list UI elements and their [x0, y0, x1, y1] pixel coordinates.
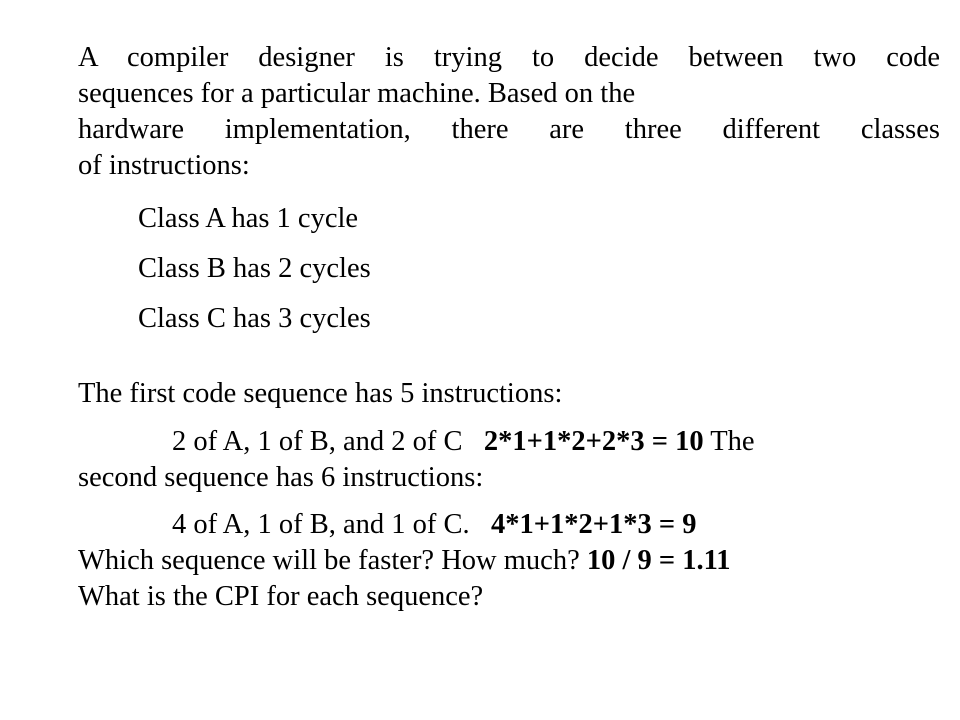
- cpi-question: What is the CPI for each sequence?: [78, 581, 484, 612]
- intro-line-3: hardware implementation, there are three different classes: [78, 114, 940, 145]
- first-sequence-counts: 2 of A, 1 of B, and 2 of C: [172, 426, 463, 457]
- class-b-item: Class B has 2 cycles: [138, 253, 371, 284]
- intro-paragraph: [78, 40, 940, 184]
- first-sequence-intro: The first code sequence has 5 instructions:: [78, 378, 563, 409]
- second-sequence-calc: 4*1+1*2+1*3 = 9: [491, 509, 697, 540]
- first-sequence-detail: [78, 424, 940, 460]
- faster-question-text: Which sequence will be faster? How much?: [78, 545, 580, 576]
- intro-line-4: of instructions:: [78, 150, 250, 181]
- slide-content: [78, 40, 940, 615]
- second-sequence-intro: second sequence has 6 instructions:: [78, 462, 484, 493]
- second-sequence-detail: [78, 507, 940, 543]
- first-sequence-calc: 2*1+1*2+2*3 = 10: [483, 426, 704, 457]
- class-a-item: Class A has 1 cycle: [138, 203, 359, 234]
- faster-question: [78, 543, 940, 579]
- second-sequence-counts: 4 of A, 1 of B, and 1 of C.: [172, 509, 470, 540]
- intro-line-1: A compiler designer is trying to decide between two code: [78, 42, 940, 73]
- class-c-item: Class C has 3 cycles: [138, 303, 371, 334]
- intro-line-2: sequences for a particular machine. Based on the: [78, 78, 636, 109]
- speedup-answer: 10 / 9 = 1.11: [586, 545, 731, 576]
- first-sequence-tail: The: [710, 426, 755, 457]
